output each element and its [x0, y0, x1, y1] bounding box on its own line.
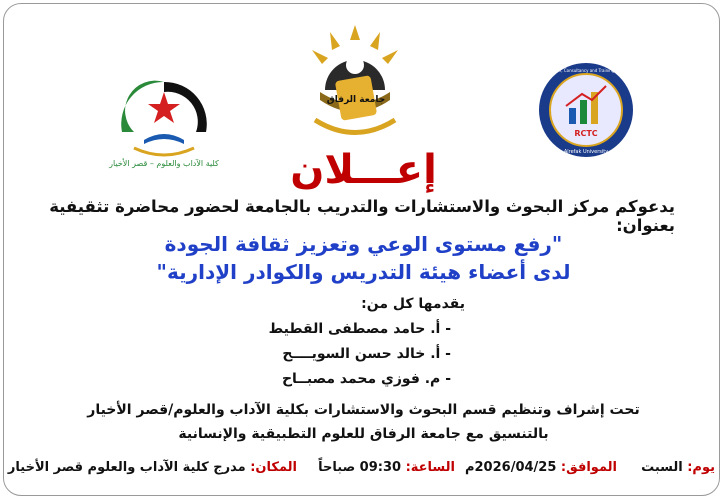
rctc-logo-bottom-text: Alrefak University [563, 149, 609, 155]
event-date-value: 2026/04/25م [464, 460, 557, 475]
speaker-item: - م. فوزي محمد مصبــاح [281, 371, 451, 387]
university-logo [300, 20, 410, 145]
event-day-value: السبت [641, 460, 683, 475]
event-time-value: 09:30 صباحاً [318, 460, 402, 475]
rctc-logo-top-text: Research, Consultancy and Training Center [542, 68, 630, 73]
event-time-label: الساعة: [405, 460, 455, 475]
rctc-logo [536, 60, 636, 160]
speaker-item: - أ. خالد حسن السويــــح [282, 346, 451, 362]
event-day-label: يوم: [687, 460, 715, 475]
event-day [641, 460, 715, 475]
lecture-title-line2: لدى أعضاء هيئة التدريس والكوادر الإدارية" [156, 260, 571, 284]
speaker-item: - أ. حامد مصطفى القطيط [268, 321, 451, 337]
event-time [318, 460, 455, 475]
event-place [8, 460, 297, 475]
event-date [465, 460, 617, 475]
supervision-line2: بالتنسيق مع جامعة الرفاق للعلوم التطبيقية والإنسانية [178, 426, 549, 442]
presented-by-label: يقدمها كل من: [361, 296, 465, 312]
lecture-title-line1: "رفع مستوى الوعي وتعزيز ثقافة الجودة [164, 232, 563, 256]
announcement-heading: إعـــلان [290, 147, 437, 193]
event-place-label: المكان: [250, 460, 297, 475]
supervision-line1: تحت إشراف وتنظيم قسم البحوث والاستشارات بكلية الآداب والعلوم/قصر الأخيار [87, 402, 640, 418]
university-logo-text: جامعة الرفاق [326, 95, 386, 105]
event-date-label: الموافق: [560, 460, 617, 475]
rctc-logo-badge: RCTC [574, 129, 598, 138]
college-logo-caption: كلية الآداب والعلوم – قصر الأخيار [109, 159, 219, 168]
invitation-intro: يدعوكم مركز البحوث والاستشارات والتدريب بالجامعة لحضور محاضرة تثقيفية بعنوان: [49, 197, 675, 235]
event-place-value: مدرج كلية الآداب والعلوم قصر الأخيار [7, 460, 246, 475]
